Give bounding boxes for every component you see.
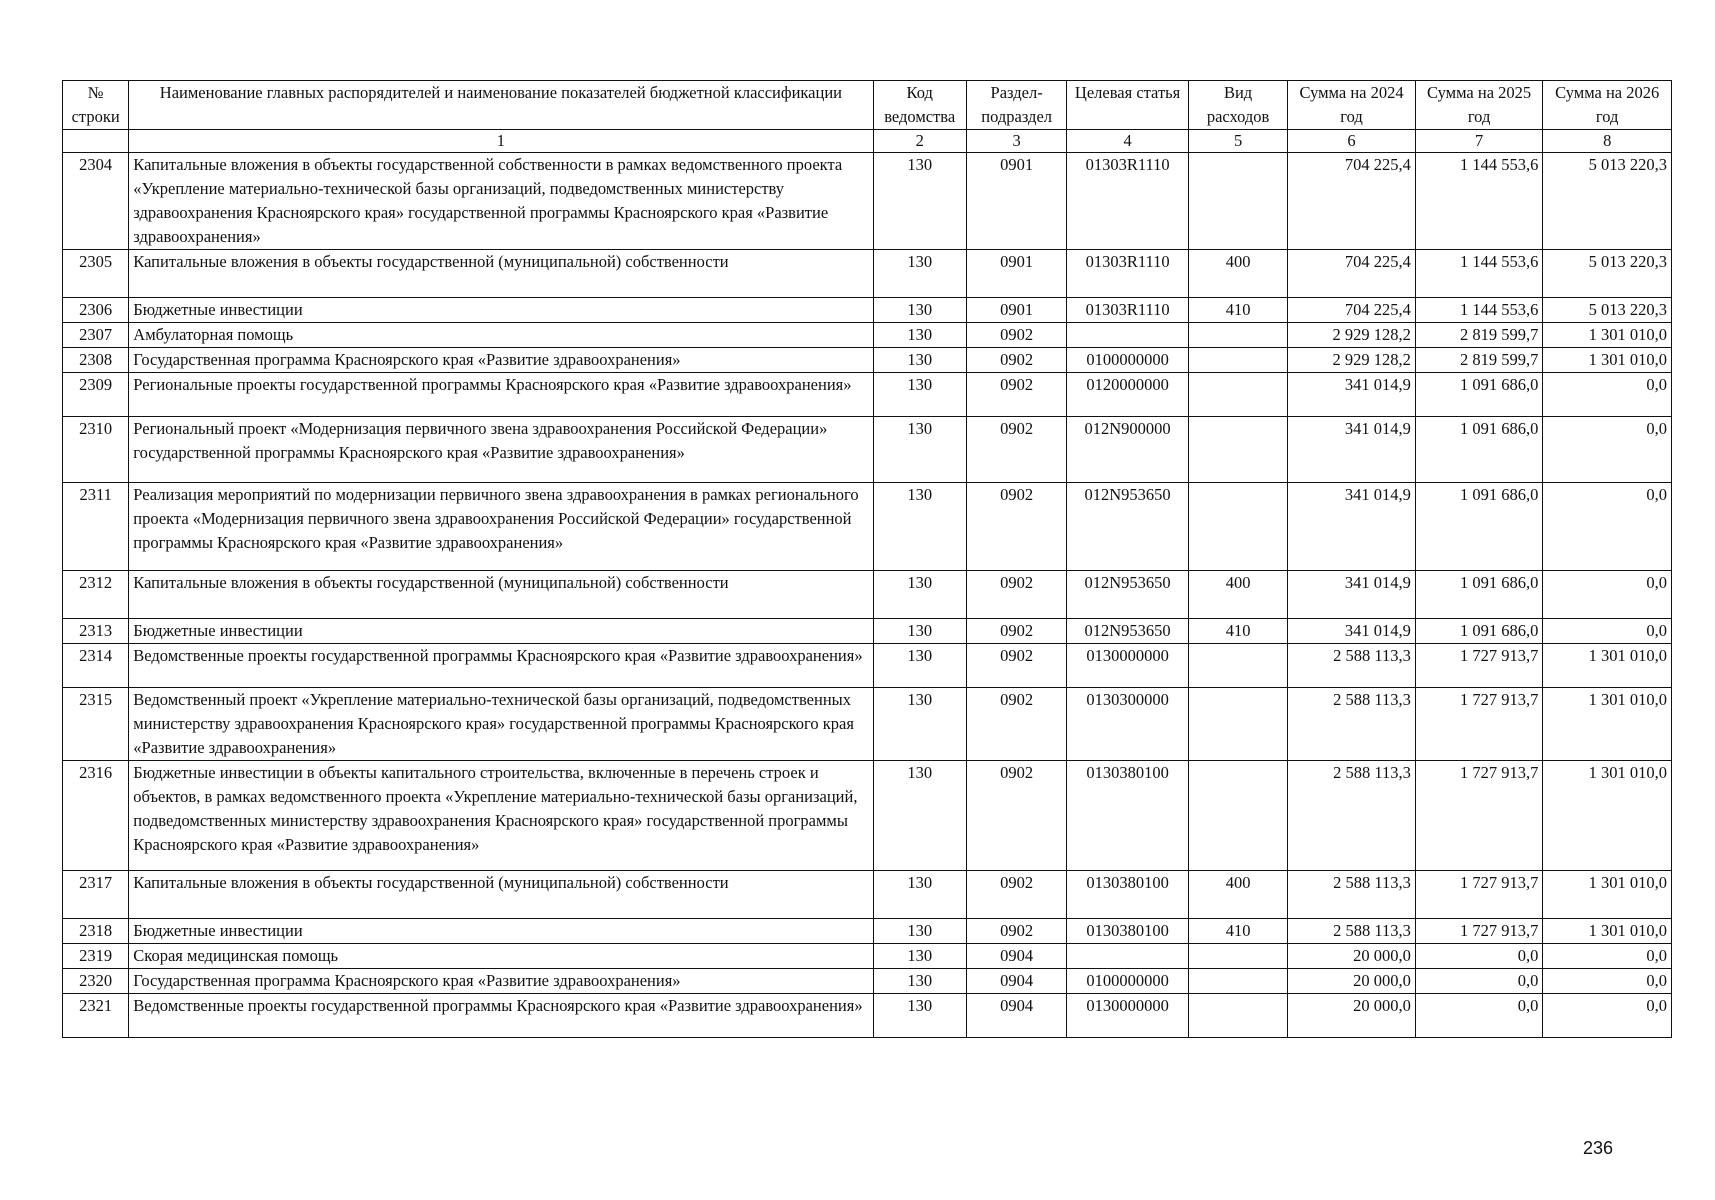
row-sum-2026: 0,0 [1543, 571, 1672, 619]
row-type [1188, 969, 1287, 994]
row-target: 01303R1110 [1067, 298, 1189, 323]
row-sum-2024: 20 000,0 [1288, 944, 1416, 969]
table-row [63, 373, 1672, 417]
row-name: Скорая медицинская помощь [129, 944, 873, 969]
row-sum-2026: 5 013 220,3 [1543, 298, 1672, 323]
row-type: 410 [1188, 919, 1287, 944]
row-name: Государственная программа Красноярского края «Развитие здравоохранения» [129, 348, 873, 373]
row-name: Бюджетные инвестиции [129, 619, 873, 644]
row-name: Региональный проект «Модернизация первичного звена здравоохранения Российской Федерации» государственной программы Красноярского края «Развитие здравоохранения» [129, 417, 873, 483]
row-sum-2026: 0,0 [1543, 994, 1672, 1038]
row-target [1067, 944, 1189, 969]
table-row [63, 298, 1672, 323]
row-section: 0902 [966, 919, 1066, 944]
row-type [1188, 483, 1287, 571]
row-sum-2026: 0,0 [1543, 483, 1672, 571]
row-sum-2026: 5 013 220,3 [1543, 250, 1672, 298]
header-sum-2024: Сумма на 2024 год [1288, 81, 1416, 130]
row-sum-2024: 2 929 128,2 [1288, 323, 1416, 348]
row-section: 0904 [966, 994, 1066, 1038]
row-type [1188, 644, 1287, 688]
row-code: 130 [873, 153, 966, 250]
row-sum-2025: 0,0 [1415, 969, 1543, 994]
row-sum-2024: 2 588 113,3 [1288, 644, 1416, 688]
row-type: 400 [1188, 250, 1287, 298]
row-target: 0130380100 [1067, 761, 1189, 871]
row-target: 0130000000 [1067, 994, 1189, 1038]
row-code: 130 [873, 250, 966, 298]
column-number: 1 [129, 130, 873, 153]
row-number: 2313 [63, 619, 129, 644]
row-sum-2025: 1 727 913,7 [1415, 871, 1543, 919]
row-type [1188, 688, 1287, 761]
table-row [63, 761, 1672, 871]
row-sum-2026: 0,0 [1543, 944, 1672, 969]
row-number: 2314 [63, 644, 129, 688]
row-sum-2024: 2 588 113,3 [1288, 871, 1416, 919]
header-name: Наименование главных распорядителей и наименование показателей бюджетной классификации [129, 81, 873, 130]
row-code: 130 [873, 417, 966, 483]
row-sum-2025: 2 819 599,7 [1415, 323, 1543, 348]
row-sum-2024: 341 014,9 [1288, 373, 1416, 417]
row-sum-2025: 1 727 913,7 [1415, 688, 1543, 761]
row-sum-2025: 0,0 [1415, 944, 1543, 969]
row-code: 130 [873, 994, 966, 1038]
row-sum-2024: 341 014,9 [1288, 619, 1416, 644]
row-type [1188, 153, 1287, 250]
row-section: 0901 [966, 250, 1066, 298]
row-number: 2305 [63, 250, 129, 298]
header-row-no: № строки [63, 81, 129, 130]
row-target: 0100000000 [1067, 348, 1189, 373]
header-sum-2026: Сумма на 2026 год [1543, 81, 1672, 130]
row-number: 2315 [63, 688, 129, 761]
row-sum-2025: 1 727 913,7 [1415, 761, 1543, 871]
row-code: 130 [873, 944, 966, 969]
row-sum-2024: 2 588 113,3 [1288, 688, 1416, 761]
row-number: 2311 [63, 483, 129, 571]
column-number: 8 [1543, 130, 1672, 153]
row-code: 130 [873, 483, 966, 571]
column-number: 2 [873, 130, 966, 153]
row-section: 0902 [966, 688, 1066, 761]
row-name: Капитальные вложения в объекты государственной (муниципальной) собственности [129, 571, 873, 619]
row-type [1188, 323, 1287, 348]
row-number: 2316 [63, 761, 129, 871]
row-name: Капитальные вложения в объекты государственной (муниципальной) собственности [129, 871, 873, 919]
row-sum-2024: 341 014,9 [1288, 571, 1416, 619]
row-code: 130 [873, 761, 966, 871]
row-sum-2024: 341 014,9 [1288, 417, 1416, 483]
row-code: 130 [873, 919, 966, 944]
row-target: 0130380100 [1067, 919, 1189, 944]
row-sum-2025: 0,0 [1415, 994, 1543, 1038]
row-target: 0130300000 [1067, 688, 1189, 761]
row-sum-2024: 2 929 128,2 [1288, 348, 1416, 373]
row-sum-2024: 20 000,0 [1288, 969, 1416, 994]
table-row [63, 944, 1672, 969]
row-sum-2025: 1 144 553,6 [1415, 298, 1543, 323]
row-sum-2025: 1 091 686,0 [1415, 571, 1543, 619]
header-section: Раздел-подраздел [966, 81, 1066, 130]
row-section: 0902 [966, 619, 1066, 644]
row-sum-2024: 704 225,4 [1288, 250, 1416, 298]
table-row [63, 644, 1672, 688]
row-name: Капитальные вложения в объекты государственной (муниципальной) собственности [129, 250, 873, 298]
row-target [1067, 323, 1189, 348]
row-section: 0902 [966, 871, 1066, 919]
row-sum-2025: 1 091 686,0 [1415, 373, 1543, 417]
row-code: 130 [873, 969, 966, 994]
row-number: 2310 [63, 417, 129, 483]
row-sum-2024: 704 225,4 [1288, 298, 1416, 323]
row-target: 0130380100 [1067, 871, 1189, 919]
row-section: 0901 [966, 153, 1066, 250]
column-number [63, 130, 129, 153]
table-row [63, 994, 1672, 1038]
row-sum-2026: 1 301 010,0 [1543, 871, 1672, 919]
row-sum-2026: 0,0 [1543, 619, 1672, 644]
row-sum-2026: 1 301 010,0 [1543, 761, 1672, 871]
row-section: 0904 [966, 969, 1066, 994]
row-sum-2026: 0,0 [1543, 969, 1672, 994]
row-target: 01303R1110 [1067, 153, 1189, 250]
header-code: Код ведомства [873, 81, 966, 130]
row-code: 130 [873, 323, 966, 348]
row-section: 0902 [966, 644, 1066, 688]
row-code: 130 [873, 871, 966, 919]
row-sum-2026: 1 301 010,0 [1543, 919, 1672, 944]
row-number: 2309 [63, 373, 129, 417]
table-row [63, 871, 1672, 919]
row-code: 130 [873, 373, 966, 417]
row-section: 0902 [966, 571, 1066, 619]
row-target: 012N953650 [1067, 483, 1189, 571]
row-sum-2026: 1 301 010,0 [1543, 348, 1672, 373]
row-number: 2319 [63, 944, 129, 969]
row-type [1188, 348, 1287, 373]
row-number: 2304 [63, 153, 129, 250]
row-target: 012N953650 [1067, 619, 1189, 644]
row-type [1188, 761, 1287, 871]
table-row [63, 688, 1672, 761]
table-row [63, 483, 1672, 571]
header-type: Вид расходов [1188, 81, 1287, 130]
budget-table [62, 80, 1672, 1038]
row-sum-2024: 341 014,9 [1288, 483, 1416, 571]
row-name: Бюджетные инвестиции [129, 919, 873, 944]
row-type: 410 [1188, 298, 1287, 323]
header-target: Целевая статья [1067, 81, 1189, 130]
row-type: 410 [1188, 619, 1287, 644]
column-number: 6 [1288, 130, 1416, 153]
row-number: 2306 [63, 298, 129, 323]
row-name: Региональные проекты государственной программы Красноярского края «Развитие здравоохранения» [129, 373, 873, 417]
row-type [1188, 373, 1287, 417]
row-name: Амбулаторная помощь [129, 323, 873, 348]
row-type: 400 [1188, 871, 1287, 919]
row-section: 0902 [966, 323, 1066, 348]
column-number: 5 [1188, 130, 1287, 153]
row-sum-2026: 0,0 [1543, 417, 1672, 483]
row-type [1188, 417, 1287, 483]
row-target: 012N900000 [1067, 417, 1189, 483]
row-target: 0120000000 [1067, 373, 1189, 417]
row-code: 130 [873, 298, 966, 323]
page-number: 236 [1583, 1138, 1614, 1158]
row-number: 2321 [63, 994, 129, 1038]
table-row [63, 619, 1672, 644]
row-sum-2026: 5 013 220,3 [1543, 153, 1672, 250]
table-row [63, 153, 1672, 250]
table-row [63, 417, 1672, 483]
row-code: 130 [873, 571, 966, 619]
row-number: 2320 [63, 969, 129, 994]
row-sum-2024: 2 588 113,3 [1288, 919, 1416, 944]
table-row [63, 571, 1672, 619]
row-section: 0901 [966, 298, 1066, 323]
row-name: Капитальные вложения в объекты государственной собственности в рамках ведомственного проекта «Укрепление материально-технической базы организаций, подведомственных министерству здравоохранения Красноярского края» государственной программы Красноярского края «Развитие здравоохранения» [129, 153, 873, 250]
row-sum-2025: 1 091 686,0 [1415, 483, 1543, 571]
row-name: Ведомственный проект «Укрепление материально-технической базы организаций, подведомственных министерству здравоохранения Красноярского края» государственной программы Красноярского края «Развитие здравоохранения» [129, 688, 873, 761]
row-name: Реализация мероприятий по модернизации первичного звена здравоохранения в рамках регионального проекта «Модернизация первичного звена здравоохранения Российской Федерации» государственной программы Красноярского края «Развитие здравоохранения» [129, 483, 873, 571]
row-number: 2312 [63, 571, 129, 619]
row-number: 2317 [63, 871, 129, 919]
table-row [63, 323, 1672, 348]
row-sum-2025: 1 144 553,6 [1415, 250, 1543, 298]
row-code: 130 [873, 644, 966, 688]
row-sum-2026: 1 301 010,0 [1543, 644, 1672, 688]
row-target: 0130000000 [1067, 644, 1189, 688]
row-code: 130 [873, 619, 966, 644]
row-name: Ведомственные проекты государственной программы Красноярского края «Развитие здравоохранения» [129, 994, 873, 1038]
row-section: 0902 [966, 373, 1066, 417]
row-section: 0902 [966, 483, 1066, 571]
row-sum-2024: 2 588 113,3 [1288, 761, 1416, 871]
row-target: 01303R1110 [1067, 250, 1189, 298]
row-sum-2026: 1 301 010,0 [1543, 688, 1672, 761]
header-row [63, 81, 1672, 130]
column-number: 7 [1415, 130, 1543, 153]
table-body [63, 153, 1672, 1038]
row-sum-2025: 1 144 553,6 [1415, 153, 1543, 250]
table-row [63, 348, 1672, 373]
row-target: 0100000000 [1067, 969, 1189, 994]
row-section: 0902 [966, 348, 1066, 373]
row-target: 012N953650 [1067, 571, 1189, 619]
row-name: Бюджетные инвестиции [129, 298, 873, 323]
table-row [63, 919, 1672, 944]
table-row [63, 969, 1672, 994]
row-sum-2025: 1 091 686,0 [1415, 417, 1543, 483]
header-sum-2025: Сумма на 2025 год [1415, 81, 1543, 130]
row-code: 130 [873, 348, 966, 373]
row-type [1188, 944, 1287, 969]
row-sum-2024: 20 000,0 [1288, 994, 1416, 1038]
row-number: 2307 [63, 323, 129, 348]
row-sum-2024: 704 225,4 [1288, 153, 1416, 250]
row-type [1188, 994, 1287, 1038]
row-sum-2026: 1 301 010,0 [1543, 323, 1672, 348]
row-name: Бюджетные инвестиции в объекты капитального строительства, включенные в перечень строек и объектов, в рамках ведомственного проекта «Укрепление материально-технической базы организаций, подведомственных министерству здравоохранения Красноярского края» государственной программы Красноярского края «Развитие здравоохранения» [129, 761, 873, 871]
row-number: 2318 [63, 919, 129, 944]
row-sum-2026: 0,0 [1543, 373, 1672, 417]
row-sum-2025: 1 727 913,7 [1415, 919, 1543, 944]
row-sum-2025: 1 091 686,0 [1415, 619, 1543, 644]
row-type: 400 [1188, 571, 1287, 619]
row-name: Государственная программа Красноярского края «Развитие здравоохранения» [129, 969, 873, 994]
row-number: 2308 [63, 348, 129, 373]
row-section: 0902 [966, 417, 1066, 483]
row-section: 0904 [966, 944, 1066, 969]
row-sum-2025: 2 819 599,7 [1415, 348, 1543, 373]
row-section: 0902 [966, 761, 1066, 871]
column-number: 3 [966, 130, 1066, 153]
table-row [63, 250, 1672, 298]
row-sum-2025: 1 727 913,7 [1415, 644, 1543, 688]
column-number-row [63, 130, 1672, 153]
column-number: 4 [1067, 130, 1189, 153]
row-code: 130 [873, 688, 966, 761]
row-name: Ведомственные проекты государственной программы Красноярского края «Развитие здравоохранения» [129, 644, 873, 688]
